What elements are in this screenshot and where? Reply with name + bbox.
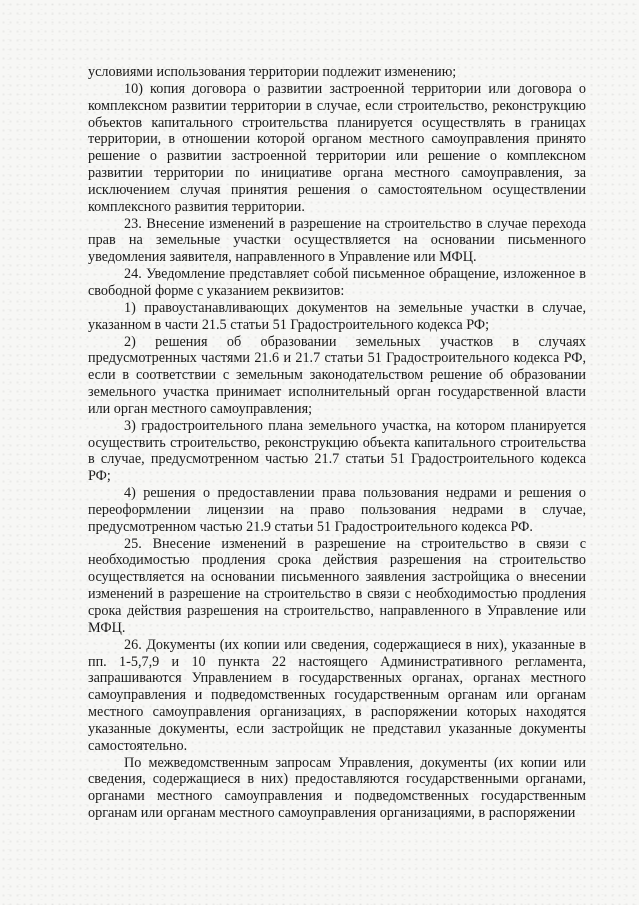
paragraph-24: 24. Уведомление представляет собой письменное обращение, изложенное в свободной форме с указанием реквизитов:: [88, 266, 586, 299]
paragraph-24-item-2: 2) решения об образовании земельных участков в случаях предусмотренных частями 21.6 и 21.7 статьи 51 Градостроительного кодекса РФ, если в соответствии с земельным законодательством решение об образовании земельного участка принимает исполнительный орган государственной власти или орган местного самоуправления;: [88, 333, 586, 417]
paragraph-24-item-3: 3) градостроительного плана земельного участка, на котором планируется осуществить строительство, реконструкцию объекта капитального строительства в случае, предусмотренном частью 21.7 статьи 51 Градостроительного кодекса РФ;: [88, 417, 586, 485]
paragraph-interagency-requests: По межведомственным запросам Управления, документы (их копии или сведения, содержащиеся в них) предоставляются государственными органами, органами местного самоуправления и подведомственных государственным органам или органам местного самоуправления организациями, в распоряжении: [88, 754, 586, 822]
paragraph-26: 26. Документы (их копии или сведения, содержащиеся в них), указанные в пп. 1-5,7,9 и 10 пункта 22 настоящего Административного регламента, запрашиваются Управлением в государственных органах, органах местного самоуправления и подведомственных государственным органам или органам местного самоуправления организациях, в распоряжении которых находятся указанные документы, если застройщик не представил указанные документы самостоятельно.: [88, 636, 586, 754]
paragraph-continuation: условиями использования территории подлежит изменению;: [88, 64, 457, 80]
paragraph-item-10: 10) копия договора о развитии застроенной территории или договора о комплексном развитии территории в случае, если строительство, реконструкцию объектов капитального строительства планируется осуществлять в границах территории, в отношении которой органом местного самоуправления принято решение о развитии застроенной территории или решение о комплексном развитии территории по инициативе органа местного самоуправления, за исключением случая принятия решения о самостоятельном осуществлении комплексного развития территории.: [88, 80, 586, 215]
paragraph-24-item-4: 4) решения о предоставлении права пользования недрами и решения о переоформлении лицензии на право пользования недрами в случае, предусмотренном частью 21.9 статьи 51 Градостроительного кодекса РФ.: [88, 485, 586, 535]
document-body: [88, 64, 586, 822]
paragraph-24-item-1: 1) правоустанавливающих документов на земельные участки в случае, указанном в части 21.5 статьи 51 Градостроительного кодекса РФ;: [88, 299, 586, 333]
paragraph-25: 25. Внесение изменений в разрешение на строительство в связи с необходимостью продления срока действия разрешения на строительство осуществляется на основании письменного заявления застройщика о внесении изменений в разрешение на строительство в связи с необходимостью продления срока действия разрешения на строительство, направленного в Управление или МФЦ.: [88, 535, 586, 636]
paragraph-23: 23. Внесение изменений в разрешение на строительство в случае перехода прав на земельные участки осуществляется на основании письменного уведомления заявителя, направленного в Управление или МФЦ.: [88, 215, 586, 266]
